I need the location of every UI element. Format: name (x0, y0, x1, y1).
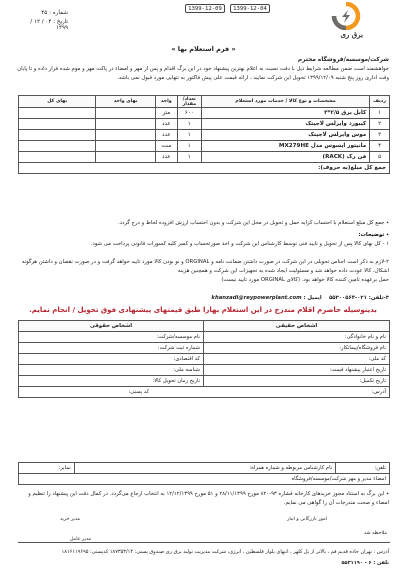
total-price-cell[interactable] (19, 108, 96, 119)
unit-price-cell[interactable] (96, 108, 156, 119)
sum-in-words-label[interactable]: جمع کل مبلغ(به حروف): (19, 163, 390, 174)
info-row (19, 376, 390, 387)
field-economic-code[interactable]: کد اقتصادی: (19, 354, 204, 365)
item-unit: عدد (155, 119, 177, 130)
field-store-name[interactable]: نام فروشگاه/پیمانکار: (204, 343, 390, 354)
header-date-box-1: 1399-12-09 (185, 4, 225, 13)
info-row (19, 474, 390, 485)
note-payment: ۱ - کل بهای کالا پس از تحویل و تایید فنی توسط کارشناس این شرکت و اخذ صورتحساب و کسر کلیه کسورات قانونی پرداخت می شود. (90, 241, 389, 247)
signatory-reviewed: ملاحظه شد (364, 531, 387, 536)
table-row (19, 108, 390, 119)
item-unit: عدد (155, 130, 177, 141)
note-total-basis: ٭ جمع کل مبلغ استعلام با احتساب کرایه حمل و تحویل در محل این شرکت و بدون احتساب ارزش افزوده لحاظ و درج گردد. (118, 220, 389, 226)
recipient-line: شرکت/موسسه/فروشگاه محترم (297, 57, 389, 63)
row-number: ۲ (370, 119, 390, 130)
intro-paragraph: خواهشمند است ضمن مطالعه شرایط ذیل با دقت نسبت به اعلام بهترین پیشنهاد خود در این برگ اقدام و پس از مهر و امضاء در پاکت مهر و موم شده قرار داده و تا پایان وقت اداری روز پنج شنبه ۱۳۹۹/۱۲/۰۹ تحویل این شرکت نمایید ، ارائه قیمت علی پیش فاکتور به تنهایی مورد قبول نمی باشد. (17, 66, 389, 81)
info-row (19, 343, 390, 354)
field-phone[interactable]: تلفن: (336, 463, 390, 474)
items-table (18, 95, 390, 174)
info-row (19, 365, 390, 376)
header-legal-entity: اشخاص حقوقی (19, 321, 204, 332)
info-row (19, 332, 390, 343)
field-completion-date[interactable]: تاریخ تکمیل: (204, 376, 390, 387)
field-registration-number[interactable]: شماره ثبت شرکت: (19, 343, 204, 354)
item-description: فن رک (RACK) (201, 152, 369, 163)
unit-price-cell[interactable] (96, 130, 156, 141)
header-date-box-2: 1399-12-04 (230, 4, 270, 13)
field-signature-stamp[interactable]: امضاء مدیر و مهر شرکت/موسسه/فروشگاه (19, 474, 390, 485)
total-price-cell[interactable] (19, 119, 96, 130)
field-company-name[interactable]: نام موسسه/شرکت: (19, 332, 204, 343)
contact-phone: ۳-تلفن: ۰۲۱-۵۵۳۰۰۵۶۴ (329, 295, 389, 301)
unit-price-cell[interactable] (96, 141, 156, 152)
signatory-ceo: مدیر عامل (70, 537, 92, 542)
contact-line (17, 294, 389, 303)
item-quantity: ۱ (177, 119, 201, 130)
signatory-purchase-manager: مدیر خرید (60, 517, 81, 522)
info-table-header (19, 321, 390, 332)
field-expert-contact[interactable]: نام کارشناس مربوطه و شماره همراه: (74, 463, 335, 474)
header-description: مشخصات و نوع کالا / خدمات مورد استعلام (201, 96, 369, 108)
email-label: ایمیل : (303, 295, 322, 301)
row-number: ۵ (370, 152, 390, 163)
item-unit: ست (155, 141, 177, 152)
header-quantity: تعداد/ مقدار (177, 96, 201, 108)
item-quantity: ۶۰۰ (177, 108, 201, 119)
item-quantity: ۱ (177, 152, 201, 163)
unit-price-cell[interactable] (96, 152, 156, 163)
sum-row (19, 163, 390, 174)
document-date: تاریخ : ۰۴ / ۱۲ / ۱۳۹۹ (30, 19, 68, 31)
footer-address: آدرس : تهران جاده قدیم قم ، بالاتر از پل کلهر ، انتهای بلوار فلسطین ، انرژی، شرکت مدیریت تولید برق ری صندوق پستی: ۱۸۷۳۵۳/۱۴ کدپستی: ۱۸۱۶۱۱۹۶۹۵ (61, 549, 389, 555)
row-number: ۴ (370, 141, 390, 152)
logo-text: برق ری (340, 30, 363, 39)
document-number: شماره : ۴۵ (41, 10, 68, 16)
commitment-statement: بدینوسیله حاضرم اقلام مندرج در این استعلام بهارا طبق قیمتهای پیشنهادی فوق تحویل / انجام نمایم. (29, 306, 377, 314)
header-row-number: ردیف (370, 96, 390, 108)
note-shipping: حمل برعهده تامین کننده کالا خواهد بود. (کالای ORGINAL مورد تایید نیست) (221, 277, 389, 283)
notes-title: ٭ توضیحات: (358, 232, 389, 238)
field-national-id[interactable]: شناسه ملی: (19, 365, 204, 376)
items-table-header (19, 96, 390, 108)
header-unit-price: بهای واحد (96, 96, 156, 108)
field-full-name[interactable]: نام و نام خانوادگی: (204, 332, 390, 343)
item-description: کابل برق ۲/۵*۳ (201, 108, 369, 119)
field-quote-validity[interactable]: تاریخ اعتبار پیشنهاد قیمت: (204, 365, 390, 376)
page-title: « فرم استعلام بها » (171, 45, 236, 53)
signatory-commerce: امور بازرگانی و انبار (287, 517, 327, 522)
item-description: کیبورد وایرلس لاجیتک (201, 119, 369, 130)
header-unit: واحد (155, 96, 177, 108)
header-individual: اشخاص حقیقی (204, 321, 390, 332)
item-description: مانیتور ایسوس مدل MX279HE (201, 141, 369, 152)
email-address[interactable]: khanzadi@reypowerplant.com (211, 295, 302, 301)
item-quantity: ۱ (177, 130, 201, 141)
row-number: ۱ (370, 108, 390, 119)
footer-divider (18, 542, 390, 543)
address-row[interactable] (19, 387, 390, 398)
total-price-cell[interactable] (19, 141, 96, 152)
authorization-note: ٭ این برگ به استناد مجوز خریدهای کارخانه فشاره ۹۳-۸۲۰ مورخ ۲۸/۱۱/۱۳۹۹ و ۵۱ مورخ ۱۲/۱۲/۱۳۹۹ به انتخاب ارجاع می‌گردد. در کمال دقت این پیشنهاد را تنظیم و امضاء و صحت مندرجات آن را گواهی می نمایم. (28, 491, 389, 506)
info-row (19, 463, 390, 474)
footer-phone: تلفن : ۶ - ۵۵۳۱۱۹۰ (341, 560, 389, 566)
info-row (19, 354, 390, 365)
company-logo (319, 2, 373, 30)
item-unit: متر (155, 108, 177, 119)
contact-signature-table (18, 462, 390, 485)
bidder-info-table (18, 320, 390, 398)
field-national-code[interactable]: کد ملی: (204, 354, 390, 365)
item-quantity: ۱ (177, 141, 201, 152)
total-price-cell[interactable] (19, 152, 96, 163)
field-address: آدرس: (371, 389, 386, 395)
table-row (19, 130, 390, 141)
field-postal-code: کد پستی: (128, 389, 150, 395)
unit-price-cell[interactable] (96, 119, 156, 130)
info-row (19, 387, 390, 398)
item-description: موس وایرلس لاجیتک (201, 130, 369, 141)
field-delivery-date[interactable]: تاریخ زمان تحویل کالا: (19, 376, 204, 387)
field-fax[interactable]: نمابر: (19, 463, 75, 474)
item-unit: عدد (155, 152, 177, 163)
header-total-price: بهای کل (19, 96, 96, 108)
table-row (19, 141, 390, 152)
row-number: ۳ (370, 130, 390, 141)
note-warranty: ۲-لازم به ذکر است اجناس تحویلی در این شرکت در صورت داشتن ضمانت نامه و ORGINAL و نو بودن کالا مورد تایید خواهد گرفت و در صورت نقصان و داشتن هرگونه اشکال، کالا عودت داده خواهد شد و مسئولیت ایجاد شده به تجهیزات این شرکت و همچنین هزینه (21, 259, 389, 274)
table-row (19, 119, 390, 130)
table-row (19, 152, 390, 163)
total-price-cell[interactable] (19, 130, 96, 141)
